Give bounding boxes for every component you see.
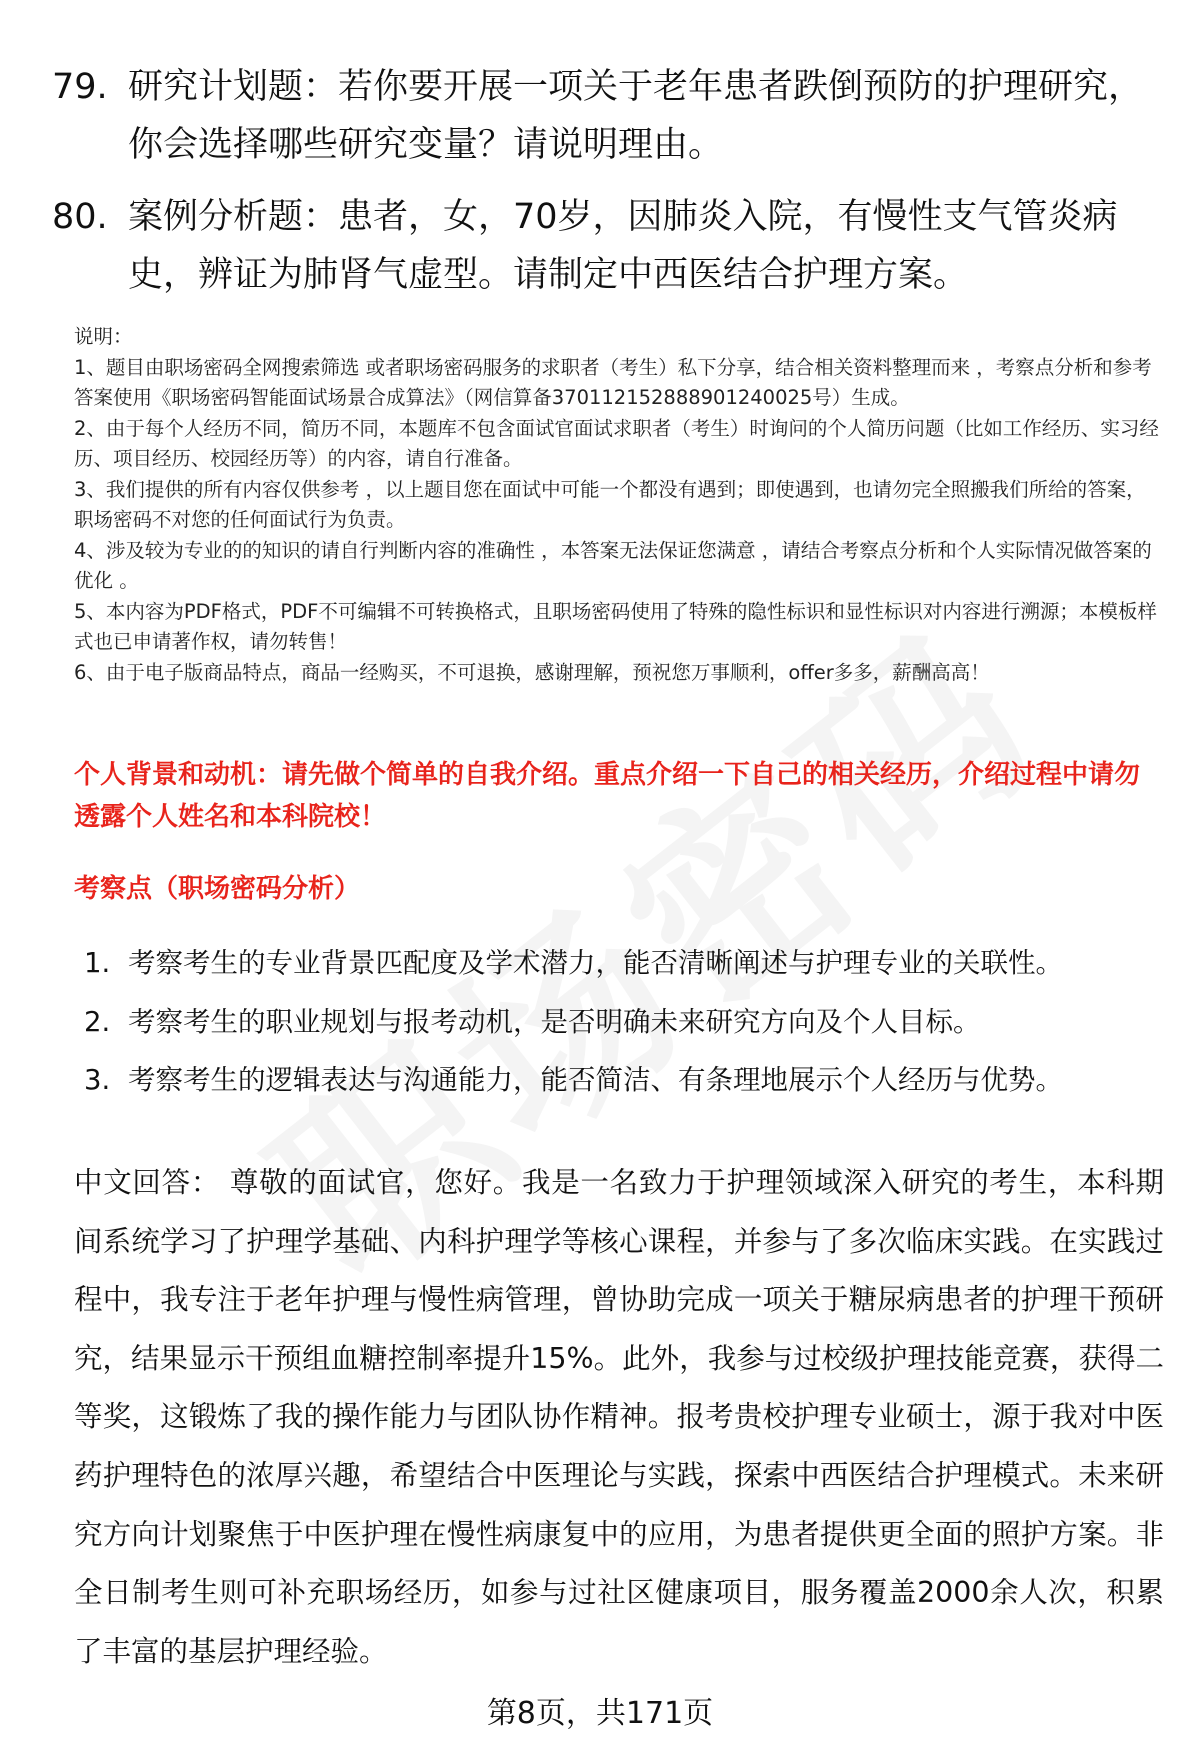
background-question: 个人背景和动机：请先做个简单的自我介绍。重点介绍一下自己的相关经历，介绍过程中请勿透露个人姓名和本科院校！ [74, 760, 1141, 832]
point-number: 3. [84, 1064, 111, 1096]
question-text: 案例分析题：患者，女，70岁，因肺炎入院，有慢性支气管炎病史，辨证为肺肾气虚型。请制定中西医结合护理方案。 [128, 197, 1118, 295]
point-number: 2. [84, 1005, 111, 1038]
question-80 [52, 188, 1162, 304]
note-item: 6、由于电子版商品特点，商品一经购买，不可退换，感谢理解，预祝您万事顺利，offer多多，薪酬高高！ [74, 660, 990, 684]
note-item: 1、题目由职场密码全网搜索筛选 或者职场密码服务的求职者（考生）私下分享，结合相关资料整理而来 ，考察点分析和参考答案使用《职场密码智能面试场景合成算法》（网信算备37011215288890124002​5号）生成。 [74, 355, 1152, 409]
kaochadian-title: 考察点（职场密码分析） [74, 874, 361, 904]
note-item: 5、本内容为PDF格式，PDF不可编辑不可转换格式，且职场密码使用了特殊的隐性标识和显性标识对内容进行溯源；本模板样式也已申请著作权，请勿转售！ [74, 599, 1157, 653]
question-number: 80. [52, 197, 108, 237]
page-footer: 第8页，共171页 [486, 1696, 714, 1731]
notes-title: 说明： [74, 325, 133, 348]
point-text: 考察考生的专业背景匹配度及学术潜力，能否清晰阐述与护理专业的关联性。 [128, 947, 1063, 979]
note-item: 4、涉及较为专业的的知识的请自行判断内容的准确性 ，本答案无法保证您满意 ，请结合考察点分析和个人实际情况做答案的优化 。 [74, 538, 1152, 592]
question-79 [52, 58, 1162, 174]
list-item [80, 993, 1170, 1052]
point-text: 考察考生的职业规划与报考动机，是否明确未来研究方向及个人目标。 [128, 1005, 981, 1038]
point-text: 考察考生的逻辑表达与沟通能力，能否简洁、有条理地展示个人经历与优势。 [128, 1064, 1063, 1096]
note-item: 2、由于每个人经历不同，简历不同，本题库不包含面试官面试求职者（考生）时询问的个人简历问题（比如工作经历、实习经历、项目经历、校园经历等）的内容，请自行准备。 [74, 416, 1159, 470]
note-item: 3、我们提供的所有内容仅供参考 ，以上题目您在面试中可能一个都没有遇到；即使遇到，也请勿完全照搬我们所给的答案，职场密码不对您的任何面试行为负责。 [74, 477, 1146, 531]
point-number: 1. [84, 947, 111, 979]
list-item [80, 934, 1170, 993]
list-item [80, 1051, 1170, 1110]
answer-paragraph: 中文回答： 尊敬的面试官，您好。我是一名致力于护理领域深入研究的考生，本科期间系统学习了护理学基础、内科护理学等核心课程，并参与了多次临床实践。在实践过程中，我专注于老年护理与慢性病管理，曾协助完成一项关于糖尿病患者的护理干预研究，结果显示干预组血糖控制率提升15%。此外，我参与过校级护理技能竞赛，获得二等奖，这锻炼了我的操作能力与团队协作精神。报考贵校护理专业硕士，源于我对中医药护理特色的浓厚兴趣，希望结合中医理论与实践，探索中西医结合护理模式。未来研究方向计划聚焦于中医护理在慢性病康复中的应用，为患者提供更全面的照护方案。非全日制考生则可补充职场经历，如参与过社区健康项目，服务覆盖2000余人次，积累了丰富的基层护理经验。 [74, 1166, 1164, 1668]
notes-section [74, 322, 1164, 688]
question-number: 79. [52, 67, 108, 107]
kaochadian-list [80, 934, 1170, 1110]
question-text: 研究计划题：若你要开展一项关于老年患者跌倒预防的护理研究，你会选择哪些研究变量？请说明理由。 [128, 67, 1144, 165]
